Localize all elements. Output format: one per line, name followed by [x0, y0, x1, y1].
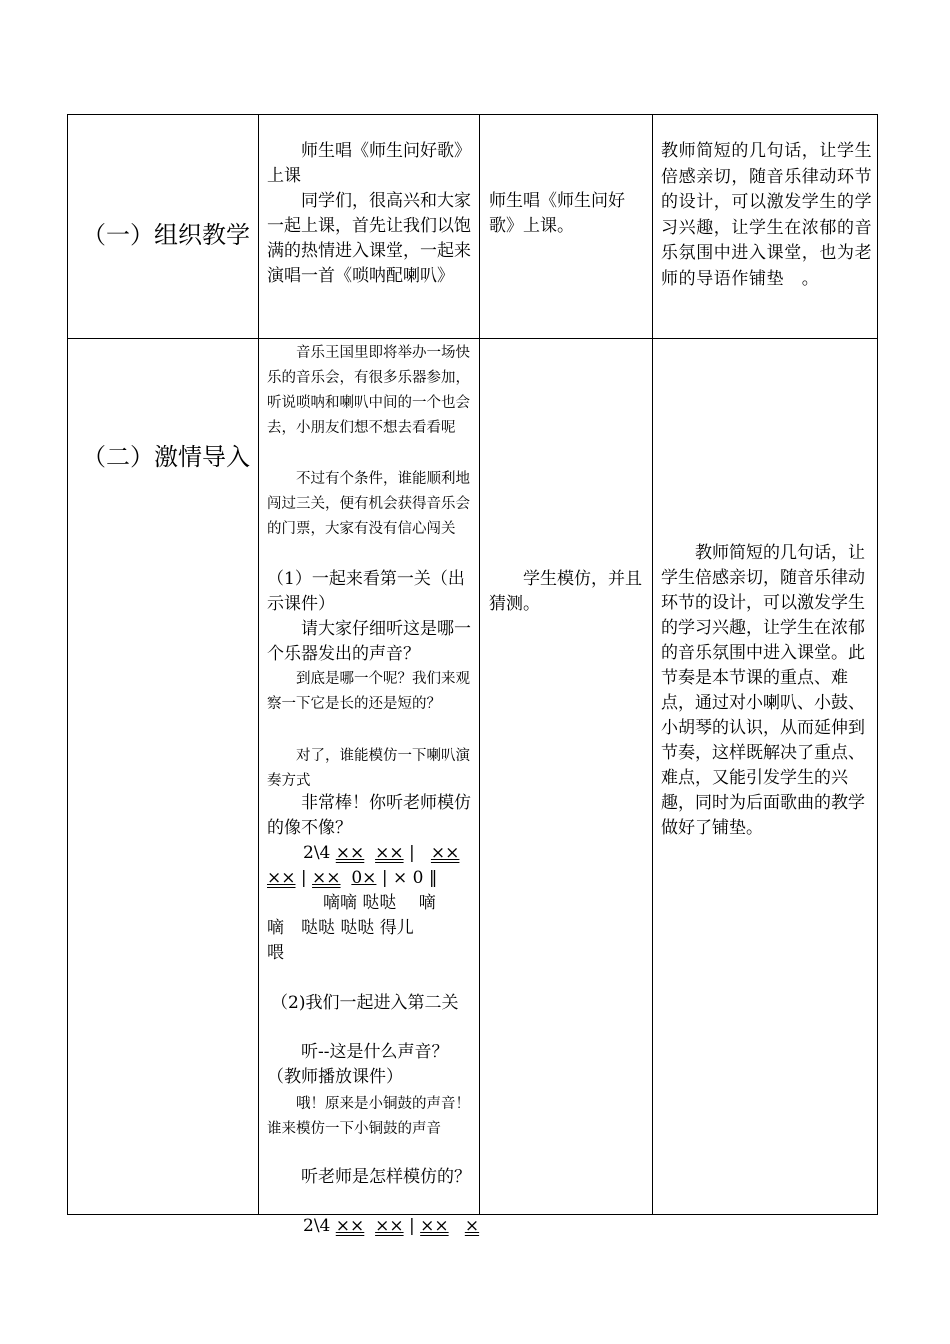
table-row	[68, 339, 878, 1215]
rhythm-note: ××	[375, 843, 404, 863]
rhythm-line: ×× | ×× 0× | × 0 ‖	[267, 868, 438, 888]
rhythm-syllables: 嘀 哒哒 哒哒 得儿	[267, 918, 414, 938]
lesson-plan-table	[67, 114, 878, 1236]
table-row	[68, 115, 878, 339]
teacher-text: 同学们，很高兴和大家一起上课，首先让我们以饱满的热情进入课堂，一起来演唱一首《唢呐配喇叭》	[267, 191, 471, 286]
teacher-text: 不过有个条件，谁能顺利地闯过三关，便有机会获得音乐会的门票，大家有没有信心闯关	[267, 471, 470, 537]
teacher-text: （2)我们一起进入第二关	[271, 993, 459, 1013]
rhythm-note: ××	[267, 868, 296, 888]
intent-text: 教师简短的几句话，让学生倍感亲切，随音乐律动环节的设计，可以激发学生的学习兴趣，让学生在浓郁的音乐氛围中进入课堂。此节奏是本节课的重点、难点，通过对小喇叭、小鼓、小胡琴的认识，从而延伸到节奏，这样既解决了重点、难点，又能引发学生的兴趣，同时为后面歌曲的教学做好了铺垫。	[661, 543, 865, 838]
rhythm-note: ××	[375, 1216, 404, 1236]
teacher-text: 哦！原来是小铜鼓的声音！谁来模仿一下小铜鼓的声音	[267, 1096, 470, 1137]
rhythm-syllables: 喂	[267, 943, 284, 963]
teacher-text: 音乐王国里即将举办一场快乐的音乐会，有很多乐器参加，听说唢呐和喇叭中间的一个也会去，小朋友们想不想去看看呢	[267, 345, 470, 436]
rhythm-note: ×	[464, 1216, 480, 1236]
design-intent-cell	[653, 115, 878, 339]
time-signature: 2\4	[303, 843, 336, 863]
stage-title: （一）组织教学	[82, 221, 250, 249]
stage-cell	[68, 115, 259, 339]
rhythm-syllables: 嘀嘀 哒哒 嘀	[323, 893, 436, 913]
time-signature: 2\4	[303, 1216, 336, 1236]
teacher-text: 听老师是怎样模仿的？	[301, 1167, 471, 1187]
design-intent-cell	[653, 339, 878, 1215]
student-text: 师生唱《师生问好歌》上课。	[489, 191, 625, 236]
teacher-text: 对了，谁能模仿一下喇叭演奏方式	[267, 748, 470, 789]
teacher-text: 到底是哪一个呢？我们来观察一下它是长的还是短的？	[267, 671, 470, 712]
teacher-text: （1）一起来看第一关（出示课件）	[267, 569, 465, 614]
rhythm-note: ××	[430, 843, 460, 863]
rhythm-line: 2\4 ×× ×× | ××	[303, 843, 460, 863]
teacher-text: 非常棒！你听老师模仿的像不像？	[267, 793, 471, 838]
rhythm-note: ××	[335, 1216, 365, 1236]
student-text: 学生模仿，并且猜测。	[489, 569, 642, 614]
rhythm-note: ××	[420, 1216, 449, 1236]
stage-cell	[68, 339, 259, 1215]
student-activity-cell	[480, 115, 653, 339]
teacher-activity-cell	[259, 339, 480, 1236]
intent-text: 教师简短的几句话，让学生倍感亲切，随音乐律动环节的设计，可以激发学生的学习兴趣，让学生在浓郁的音乐氛围中进入课堂，也为老师的导语作铺垫 。	[661, 141, 873, 289]
rhythm-note: × 0	[392, 868, 424, 888]
rhythm-note: 0×	[351, 868, 377, 888]
student-activity-cell	[480, 339, 653, 1215]
rhythm-line: 2\4 ×× ×× | ×× ×	[303, 1216, 480, 1236]
rhythm-note: ××	[312, 868, 341, 888]
teacher-text: 师生唱《师生问好歌》上课	[267, 141, 471, 186]
stage-title: （二）激情导入	[82, 443, 250, 471]
teacher-text: 听--这是什么声音？（教师播放课件）	[267, 1042, 449, 1087]
rhythm-note: ××	[335, 843, 365, 863]
teacher-text: 请大家仔细听这是哪一个乐器发出的声音？	[267, 619, 471, 664]
teacher-activity-cell	[259, 115, 480, 339]
